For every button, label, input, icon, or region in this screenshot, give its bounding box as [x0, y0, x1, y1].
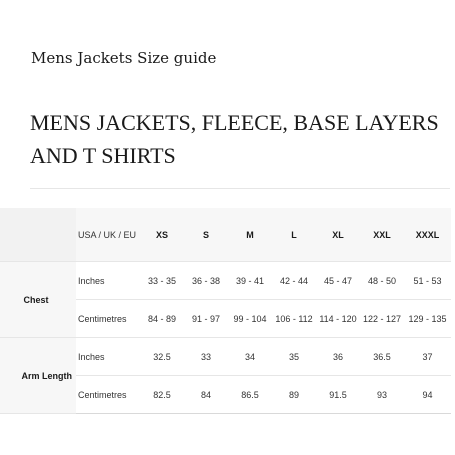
divider [30, 188, 450, 189]
table-row [0, 262, 451, 300]
table-cell: 122 - 127 [360, 300, 404, 338]
table-row [0, 338, 451, 376]
table-cell: 129 - 135 [404, 300, 451, 338]
table-cell: 94 [404, 376, 451, 414]
size-header-xs: XS [140, 208, 184, 262]
table-cell: 106 - 112 [272, 300, 316, 338]
size-header-xxxl: XXXL [404, 208, 451, 262]
table-cell: 84 [184, 376, 228, 414]
table-corner-cell [0, 208, 76, 262]
table-cell: 33 [184, 338, 228, 376]
table-cell: 37 [404, 338, 451, 376]
table-cell: 99 - 104 [228, 300, 272, 338]
table-cell: 33 - 35 [140, 262, 184, 300]
section-heading: MENS JACKETS, FLEECE, BASE LAYERS AND T SHIRTS [30, 110, 439, 168]
unit-label: Centimetres [76, 300, 140, 338]
table-cell: 82.5 [140, 376, 184, 414]
table-cell: 93 [360, 376, 404, 414]
table-cell: 86.5 [228, 376, 272, 414]
table-cell: 36.5 [360, 338, 404, 376]
table-header-row [0, 208, 451, 262]
table-cell: 89 [272, 376, 316, 414]
table-cell: 36 [316, 338, 360, 376]
table-cell: 48 - 50 [360, 262, 404, 300]
measure-header: USA / UK / EU [76, 208, 140, 262]
size-header-l: L [272, 208, 316, 262]
category-chest: Chest [0, 262, 76, 338]
size-header-xl: XL [316, 208, 360, 262]
unit-label: Centimetres [76, 376, 140, 414]
table-cell: 36 - 38 [184, 262, 228, 300]
table-cell: 34 [228, 338, 272, 376]
category-arm-length: Arm Length [0, 338, 76, 414]
page-title: Mens Jackets Size guide [31, 49, 217, 67]
table-cell: 91 - 97 [184, 300, 228, 338]
size-table [0, 208, 451, 414]
table-cell: 35 [272, 338, 316, 376]
table-cell: 91.5 [316, 376, 360, 414]
table-cell: 51 - 53 [404, 262, 451, 300]
size-header-m: M [228, 208, 272, 262]
table-cell: 45 - 47 [316, 262, 360, 300]
table-cell: 84 - 89 [140, 300, 184, 338]
unit-label: Inches [76, 262, 140, 300]
table-cell: 32.5 [140, 338, 184, 376]
table-cell: 114 - 120 [316, 300, 360, 338]
unit-label: Inches [76, 338, 140, 376]
size-header-s: S [184, 208, 228, 262]
size-header-xxl: XXL [360, 208, 404, 262]
table-cell: 42 - 44 [272, 262, 316, 300]
table-cell: 39 - 41 [228, 262, 272, 300]
